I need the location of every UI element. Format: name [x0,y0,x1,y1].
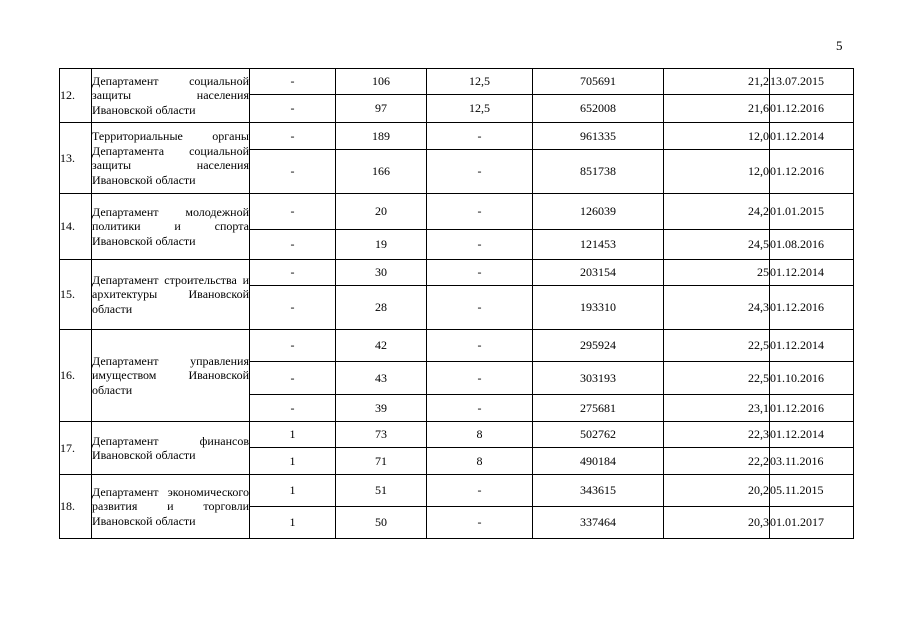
cell-col1: - [250,69,336,95]
cell-col4: 851738 [533,150,664,194]
cell-col3: - [427,395,533,422]
cell-col1: - [250,260,336,286]
cell-col4: 343615 [533,475,664,507]
cell-col1: 1 [250,448,336,475]
cell-col3: - [427,507,533,539]
cell-date: 01.01.2017 [770,507,854,539]
cell-col4: 121453 [533,230,664,260]
cell-date: 01.12.2014 [770,123,854,150]
cell-col1: - [250,395,336,422]
row-number: 18. [60,475,92,539]
cell-col3: 12,5 [427,69,533,95]
cell-col5: 21,6 [664,95,770,123]
cell-col2: 20 [336,194,427,230]
table-row [60,422,854,448]
cell-col1: - [250,286,336,330]
cell-col4: 705691 [533,69,664,95]
staff-table [59,68,854,539]
cell-col4: 652008 [533,95,664,123]
cell-col5: 22,5 [664,330,770,362]
cell-date: 01.01.2015 [770,194,854,230]
department-name: Департамент управления имуществом Ивановской области [92,330,250,422]
table-row [60,123,854,150]
cell-date: 03.11.2016 [770,448,854,475]
row-number: 13. [60,123,92,194]
cell-col5: 24,2 [664,194,770,230]
cell-col5: 22,3 [664,422,770,448]
cell-col4: 126039 [533,194,664,230]
cell-col3: - [427,330,533,362]
cell-col5: 22,5 [664,362,770,395]
row-number: 15. [60,260,92,330]
department-name: Департамент экономического развития и торговли Ивановской области [92,475,250,539]
cell-date: 01.12.2016 [770,150,854,194]
cell-col4: 337464 [533,507,664,539]
cell-date: 01.12.2016 [770,395,854,422]
cell-col3: - [427,362,533,395]
cell-col4: 203154 [533,260,664,286]
cell-col1: - [250,330,336,362]
cell-col3: 8 [427,448,533,475]
cell-col2: 42 [336,330,427,362]
cell-col5: 23,1 [664,395,770,422]
cell-col2: 106 [336,69,427,95]
cell-col1: - [250,362,336,395]
department-name: Департамент строительства и архитектуры Ивановской области [92,260,250,330]
cell-date: 01.12.2014 [770,330,854,362]
cell-col2: 71 [336,448,427,475]
cell-col3: - [427,123,533,150]
cell-col4: 193310 [533,286,664,330]
cell-col5: 25 [664,260,770,286]
cell-col4: 490184 [533,448,664,475]
cell-col2: 30 [336,260,427,286]
cell-col4: 295924 [533,330,664,362]
cell-col5: 22,2 [664,448,770,475]
cell-col5: 24,3 [664,286,770,330]
department-name: Территориальные органы Департамента социальной защиты населения Ивановской области [92,123,250,194]
cell-date: 13.07.2015 [770,69,854,95]
table-row [60,260,854,286]
cell-col4: 502762 [533,422,664,448]
page-number: 5 [836,38,843,53]
cell-col1: - [250,194,336,230]
row-number: 16. [60,330,92,422]
cell-col1: 1 [250,422,336,448]
cell-col5: 21,2 [664,69,770,95]
cell-col2: 19 [336,230,427,260]
cell-col5: 20,2 [664,475,770,507]
table-row [60,475,854,507]
cell-date: 01.12.2014 [770,422,854,448]
department-name: Департамент социальной защиты населения Ивановской области [92,69,250,123]
cell-col3: - [427,475,533,507]
table-row [60,69,854,95]
cell-col2: 97 [336,95,427,123]
cell-date: 01.12.2016 [770,95,854,123]
row-number: 14. [60,194,92,260]
department-name: Департамент финансов Ивановской области [92,422,250,475]
department-name: Департамент молодежной политики и спорта Ивановской области [92,194,250,260]
cell-date: 01.10.2016 [770,362,854,395]
row-number: 12. [60,69,92,123]
cell-col3: - [427,194,533,230]
cell-col2: 39 [336,395,427,422]
cell-col2: 73 [336,422,427,448]
cell-date: 01.12.2014 [770,260,854,286]
cell-col2: 43 [336,362,427,395]
cell-col3: 8 [427,422,533,448]
cell-col1: - [250,230,336,260]
cell-col4: 303193 [533,362,664,395]
cell-col2: 50 [336,507,427,539]
cell-col5: 12,0 [664,150,770,194]
cell-col1: - [250,150,336,194]
cell-date: 01.08.2016 [770,230,854,260]
cell-col5: 20,3 [664,507,770,539]
cell-col3: - [427,260,533,286]
cell-col4: 961335 [533,123,664,150]
cell-col2: 51 [336,475,427,507]
cell-col2: 166 [336,150,427,194]
cell-col1: 1 [250,507,336,539]
cell-col5: 12,0 [664,123,770,150]
cell-col1: 1 [250,475,336,507]
cell-date: 01.12.2016 [770,286,854,330]
cell-col1: - [250,95,336,123]
cell-col3: 12,5 [427,95,533,123]
cell-col3: - [427,230,533,260]
row-number: 17. [60,422,92,475]
cell-col5: 24,5 [664,230,770,260]
table-row [60,330,854,362]
cell-col4: 275681 [533,395,664,422]
cell-col3: - [427,286,533,330]
cell-date: 05.11.2015 [770,475,854,507]
cell-col3: - [427,150,533,194]
cell-col1: - [250,123,336,150]
cell-col2: 189 [336,123,427,150]
cell-col2: 28 [336,286,427,330]
table-row [60,194,854,230]
